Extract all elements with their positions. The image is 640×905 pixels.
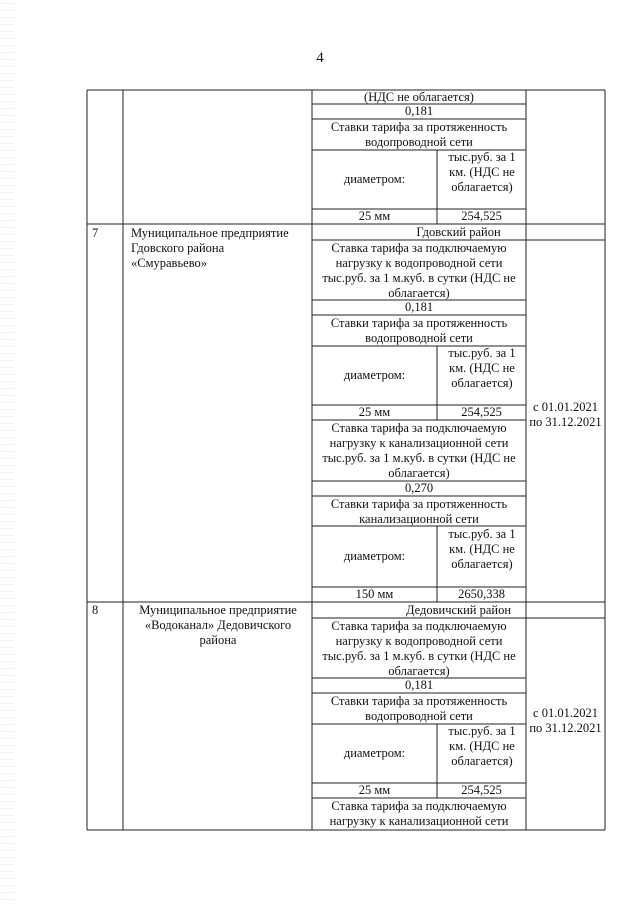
organization-name: Муниципальное предприятие Гдовского района «Смуравьево» <box>131 226 289 270</box>
sewer-connection-value: 0,270 <box>404 481 434 495</box>
length-rate-value: 254,525 <box>461 209 502 223</box>
sewer-connection-label: Ставка тарифа за подключаемую нагрузку к канализационной сети тыс.руб. за 1 м.куб. в сутки (НДС не облагается) <box>322 421 516 480</box>
tariff-tail-text: (НДС не облагается) <box>364 90 474 104</box>
water-length-label: Ставки тарифа за протяженность водопроводной сети <box>330 316 508 345</box>
water-length-value: 254,525 <box>461 783 502 797</box>
diameter-value: 25 мм <box>358 209 391 223</box>
sewer-diameter-label: диаметром: <box>343 549 406 563</box>
water-connection-value: 0,181 <box>404 300 434 314</box>
diameter-label: диаметром: <box>343 172 406 186</box>
length-rate-label: Ставки тарифа за протяженность водопроводной сети <box>330 120 508 149</box>
water-diameter-label: диаметром: <box>343 746 406 760</box>
water-length-label: Ставки тарифа за протяженность водопроводной сети <box>330 694 508 723</box>
water-connection-label: Ставка тарифа за подключаемую нагрузку к водопроводной сети тыс.руб. за 1 м.куб. в сутки (НДС не облагается) <box>322 241 516 300</box>
row-number: 7 <box>92 226 99 240</box>
water-unit-label: тыс.руб. за 1 км. (НДС не облагается) <box>448 346 516 390</box>
connection-rate-value: 0,181 <box>404 104 434 118</box>
water-diameter-label: диаметром: <box>343 368 406 382</box>
validity-period: с 01.01.2021 по 31.12.2021 <box>529 706 602 735</box>
unit-label: тыс.руб. за 1 км. (НДС не облагается) <box>448 150 516 194</box>
water-unit-label: тыс.руб. за 1 км. (НДС не облагается) <box>448 724 516 768</box>
sewer-unit-label: тыс.руб. за 1 км. (НДС не облагается) <box>448 527 516 571</box>
water-length-value: 254,525 <box>461 405 502 419</box>
page-number: 4 <box>316 50 324 66</box>
sewer-connection-label: Ставка тарифа за подключаемую нагрузку к канализационной сети <box>329 799 509 828</box>
organization-name: Муниципальное предприятие «Водоканал» Дедовичского района <box>139 603 297 647</box>
water-diameter-value: 25 мм <box>358 783 391 797</box>
district-name: Гдовский район <box>416 225 501 239</box>
sewer-diameter-value: 150 мм <box>355 587 394 601</box>
water-diameter-value: 25 мм <box>358 405 391 419</box>
sewer-length-value: 2650,338 <box>458 587 505 601</box>
sewer-length-label: Ставки тарифа за протяженность канализационной сети <box>330 497 508 526</box>
district-name: Дедовичский район <box>405 603 512 617</box>
water-connection-label: Ставка тарифа за подключаемую нагрузку к водопроводной сети тыс.руб. за 1 м.куб. в сутки (НДС не облагается) <box>322 619 516 678</box>
water-connection-value: 0,181 <box>404 678 434 692</box>
validity-period: с 01.01.2021 по 31.12.2021 <box>529 400 602 429</box>
row-number: 8 <box>92 603 99 617</box>
